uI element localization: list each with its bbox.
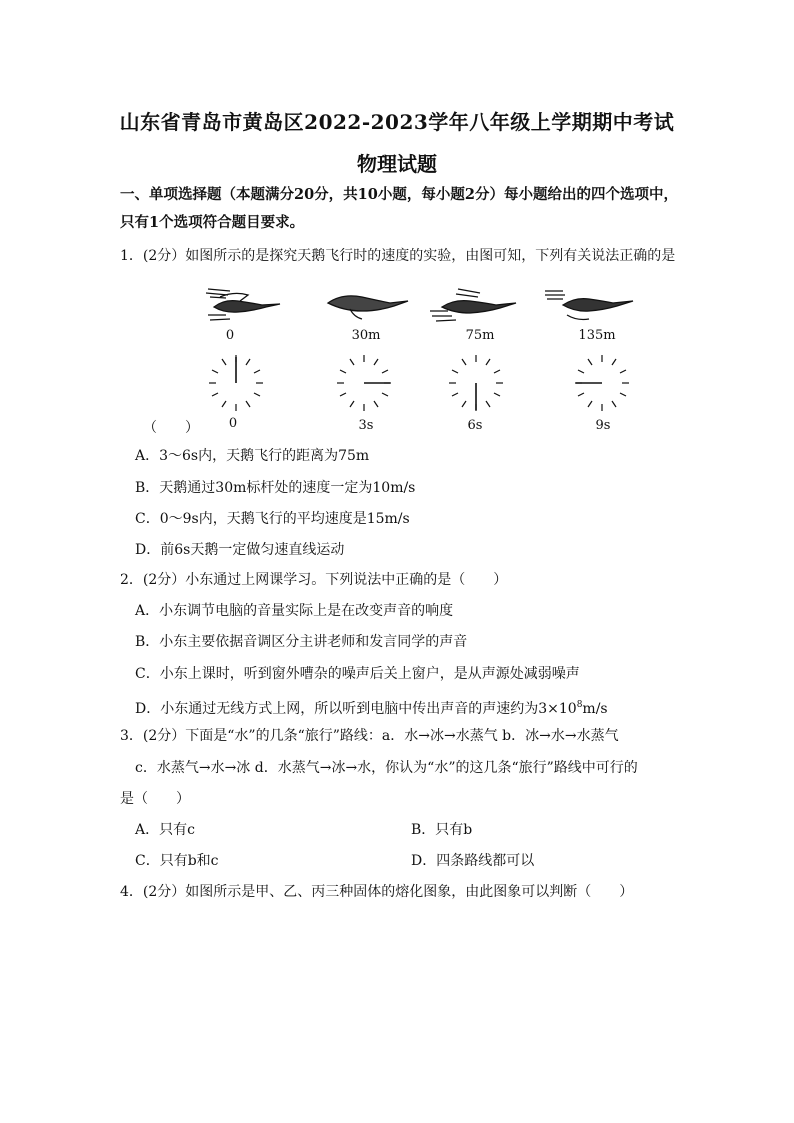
- stopwatch-dial-1: [334, 352, 394, 414]
- swan-image-1: [322, 289, 412, 323]
- q1-stem: 1．(2分）如图所示的是探究天鹅飞行时的速度的实验，由图可知，下列有关说法正确的是: [120, 248, 676, 264]
- stopwatch-dial-0: [206, 352, 266, 414]
- q3-stem-line3: 是（ ）: [120, 791, 190, 807]
- swan-image-2: [428, 285, 520, 325]
- distance-label-2: 75m: [465, 328, 495, 343]
- time-label-1: 3s: [358, 418, 374, 433]
- q1-option-a: A．3～6s内，天鹅飞行的距离为75m: [135, 448, 370, 464]
- q3-stem-line1: 3．(2分）下面是“水”的几条“旅行”路线：a．水→冰→水蒸气 b．冰→水→水蒸气: [120, 728, 619, 744]
- section-heading-line2: 只有1个选项符合题目要求。: [120, 214, 305, 231]
- q2-option-a: A．小东调节电脑的音量实际上是在改变声音的响度: [135, 603, 454, 619]
- distance-label-1: 30m: [351, 328, 381, 343]
- section-heading-line1: 一、单项选择题（本题满分20分，共10小题，每小题2分）每小题给出的四个选项中，: [120, 186, 678, 203]
- distance-label-0: 0: [225, 328, 235, 343]
- exam-subtitle: 物理试题: [357, 152, 437, 176]
- time-label-0: 0: [228, 416, 238, 431]
- q2-option-c: C．小东上课时，听到窗外嘈杂的噪声后关上窗户，是从声源处减弱噪声: [135, 666, 580, 682]
- q2-option-d: [135, 695, 608, 719]
- time-label-2: 6s: [467, 418, 483, 433]
- q2-stem: 2．(2分）小东通过上网课学习。下列说法中正确的是（ ）: [120, 572, 508, 588]
- stopwatch-dial-2: [446, 352, 506, 414]
- q2-option-d-text: D．小东通过无线方式上网，所以听到电脑中传出声音的声速约为3×10: [135, 701, 577, 717]
- stopwatch-dial-3: [572, 352, 632, 414]
- q2-option-b: B．小东主要依据音调区分主讲老师和发言同学的声音: [135, 634, 468, 650]
- q1-answer-blank: （ ）: [143, 420, 199, 436]
- q2-option-d-unit: m/s: [582, 701, 608, 717]
- q3-option-c: C．只有b和c: [135, 853, 219, 869]
- q2-option-d-exponent: 8: [576, 700, 583, 710]
- swan-image-3: [543, 285, 635, 327]
- q3-option-b: B．只有b: [411, 822, 473, 838]
- distance-label-3: 135m: [578, 328, 616, 343]
- q4-stem: 4．(2分）如图所示是甲、乙、丙三种固体的熔化图象，由此图象可以判断（ ）: [120, 884, 634, 900]
- q3-option-d: D．四条路线都可以: [411, 853, 535, 869]
- q1-option-c: C．0～9s内，天鹅飞行的平均速度是15m/s: [135, 511, 410, 527]
- exam-title: 山东省青岛市黄岛区2022-2023学年八年级上学期期中考试: [119, 110, 675, 134]
- q3-stem-line2: c．水蒸气→水→冰 d．水蒸气→冰→水，你认为“水”的这几条“旅行”路线中可行的: [135, 760, 638, 776]
- q3-option-a: A．只有c: [135, 822, 195, 838]
- time-label-3: 9s: [595, 418, 611, 433]
- swan-image-0: [200, 285, 286, 325]
- q1-option-b: B．天鹅通过30m标杆处的速度一定为10m/s: [135, 480, 416, 496]
- q1-option-d: D．前6s天鹅一定做匀速直线运动: [135, 542, 345, 558]
